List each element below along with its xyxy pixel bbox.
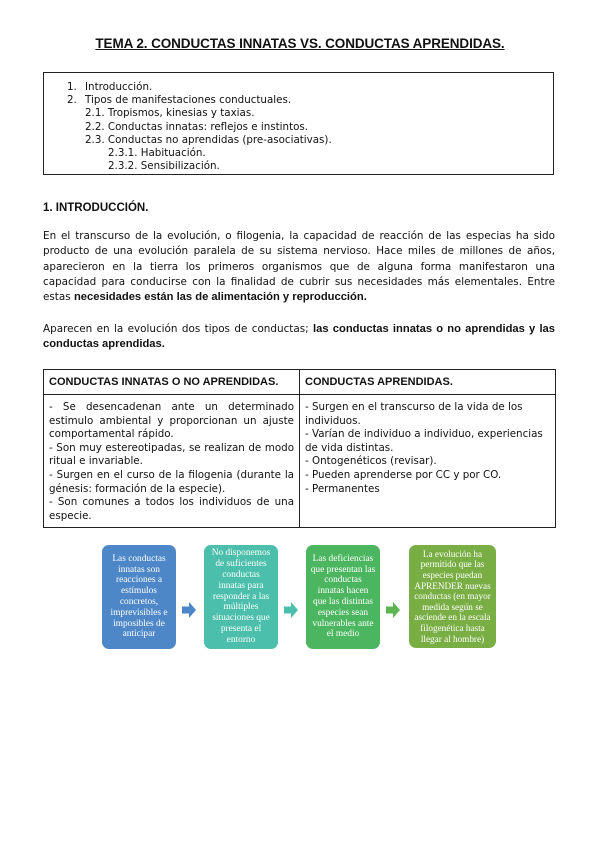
toc-subitem	[44, 107, 553, 120]
toc-item	[44, 94, 553, 107]
comparison-table	[43, 369, 556, 528]
table-of-contents	[43, 72, 554, 175]
learned-point: - Permanentes	[305, 482, 380, 495]
learned-point: - Ontogenéticos (revisar).	[305, 455, 437, 468]
intro-paragraph-text: En el transcurso de la evolución, o filogenia, la capacidad de reacción de las especias ha sido producto de una evolución paralela de su sistema nervioso. Hace miles de millones de años, aparecieron en la tierra los primeros organismos que de alguna forma manifestaron una capacidad para conducirse con la finalidad de cubrir sus necesidades más elementales. Entre estas	[43, 230, 555, 304]
innate-point: - Son muy estereotipadas, se realizan de modo ritual e invariable.	[49, 441, 294, 468]
innate-point: - Son comunes a todos los individuos de una especie.	[49, 496, 294, 522]
types-paragraph-bold: las conductas innatas o no aprendidas y las conductas aprendidas.	[43, 323, 556, 351]
learned-cell	[300, 395, 556, 528]
learned-point: - Varían de individuo a individuo, experiencias de vida distintas.	[305, 428, 543, 454]
process-step-text: Las deficiencias que presentan las conductas innatas hacen que las distintas especies sean vulnerables ante el medio	[310, 553, 376, 640]
toc-subsubitem-text: 2.3.1. Habituación.	[108, 146, 206, 159]
learned-point: - Pueden aprenderse por CC y por CO.	[305, 468, 502, 481]
process-step-3	[306, 545, 380, 649]
toc-item-number: 1.	[67, 81, 77, 93]
table-header-learned: CONDUCTAS APRENDIDAS.	[300, 370, 556, 395]
types-paragraph	[43, 322, 555, 353]
toc-item-text: Introducción.	[85, 81, 153, 93]
types-paragraph-text: Aparecen en la evolución dos tipos de conductas;	[43, 323, 314, 335]
process-step-2	[204, 545, 278, 649]
innate-cell	[44, 395, 300, 528]
table-row	[44, 395, 556, 528]
right-arrow-icon	[386, 602, 400, 618]
toc-subsubitem-text: 2.3.2. Sensibilización.	[108, 160, 220, 173]
process-step-text: No disponemos de suficientes conductas innatas para responder a las múltiples situaciones que presenta el entorno	[211, 548, 271, 645]
document-title: TEMA 2. CONDUCTAS INNATAS VS. CONDUCTAS APRENDIDAS.	[95, 36, 505, 51]
toc-subsubitem	[44, 147, 553, 160]
learned-point: - Surgen en el transcurso de la vida de los individuos.	[305, 401, 523, 427]
table-header-innate: CONDUCTAS INNATAS O NO APRENDIDAS.	[44, 370, 300, 395]
toc-subitem-text: 2.2. Conductas innatas: reflejos e instintos.	[85, 120, 309, 133]
intro-paragraph-bold: necesidades están las de alimentación y reproducción.	[73, 291, 367, 304]
process-step-text: La evolución ha permitido que las especies puedan APRENDER nuevas conductas (en mayor medida según se asciende en la escala filogenética hasta llegar al hombre)	[414, 548, 491, 644]
innate-point: - Se desencadenan ante un determinado estimulo ambiental y proporcionan un ajuste comportamental rápido.	[49, 401, 294, 441]
toc-subitem	[44, 121, 553, 134]
right-arrow-icon	[182, 602, 196, 618]
innate-point: - Surgen en el curso de la filogenia (durante la génesis: formación de la especie).	[49, 468, 294, 495]
process-step-1	[102, 545, 176, 649]
toc-item-text: Tipos de manifestaciones conductuales.	[85, 94, 292, 107]
toc-subsubitem	[44, 160, 553, 173]
table-header-row	[44, 370, 556, 395]
toc-subitem-text: 2.3. Conductas no aprendidas (pre-asociativas).	[85, 133, 332, 146]
toc-item	[44, 81, 553, 94]
process-step-text: Las conductas innatas son reacciones a estímulos concretos, imprevisibles e imposibles de anticipar	[110, 553, 168, 640]
process-step-4	[409, 545, 496, 648]
toc-subitem	[44, 134, 553, 147]
section-heading: 1. INTRODUCCIÓN.	[43, 202, 149, 214]
intro-paragraph	[43, 229, 555, 305]
toc-subitem-text: 2.1. Tropismos, kinesias y taxias.	[85, 107, 255, 120]
toc-item-number: 2.	[67, 94, 77, 107]
right-arrow-icon	[284, 602, 298, 618]
